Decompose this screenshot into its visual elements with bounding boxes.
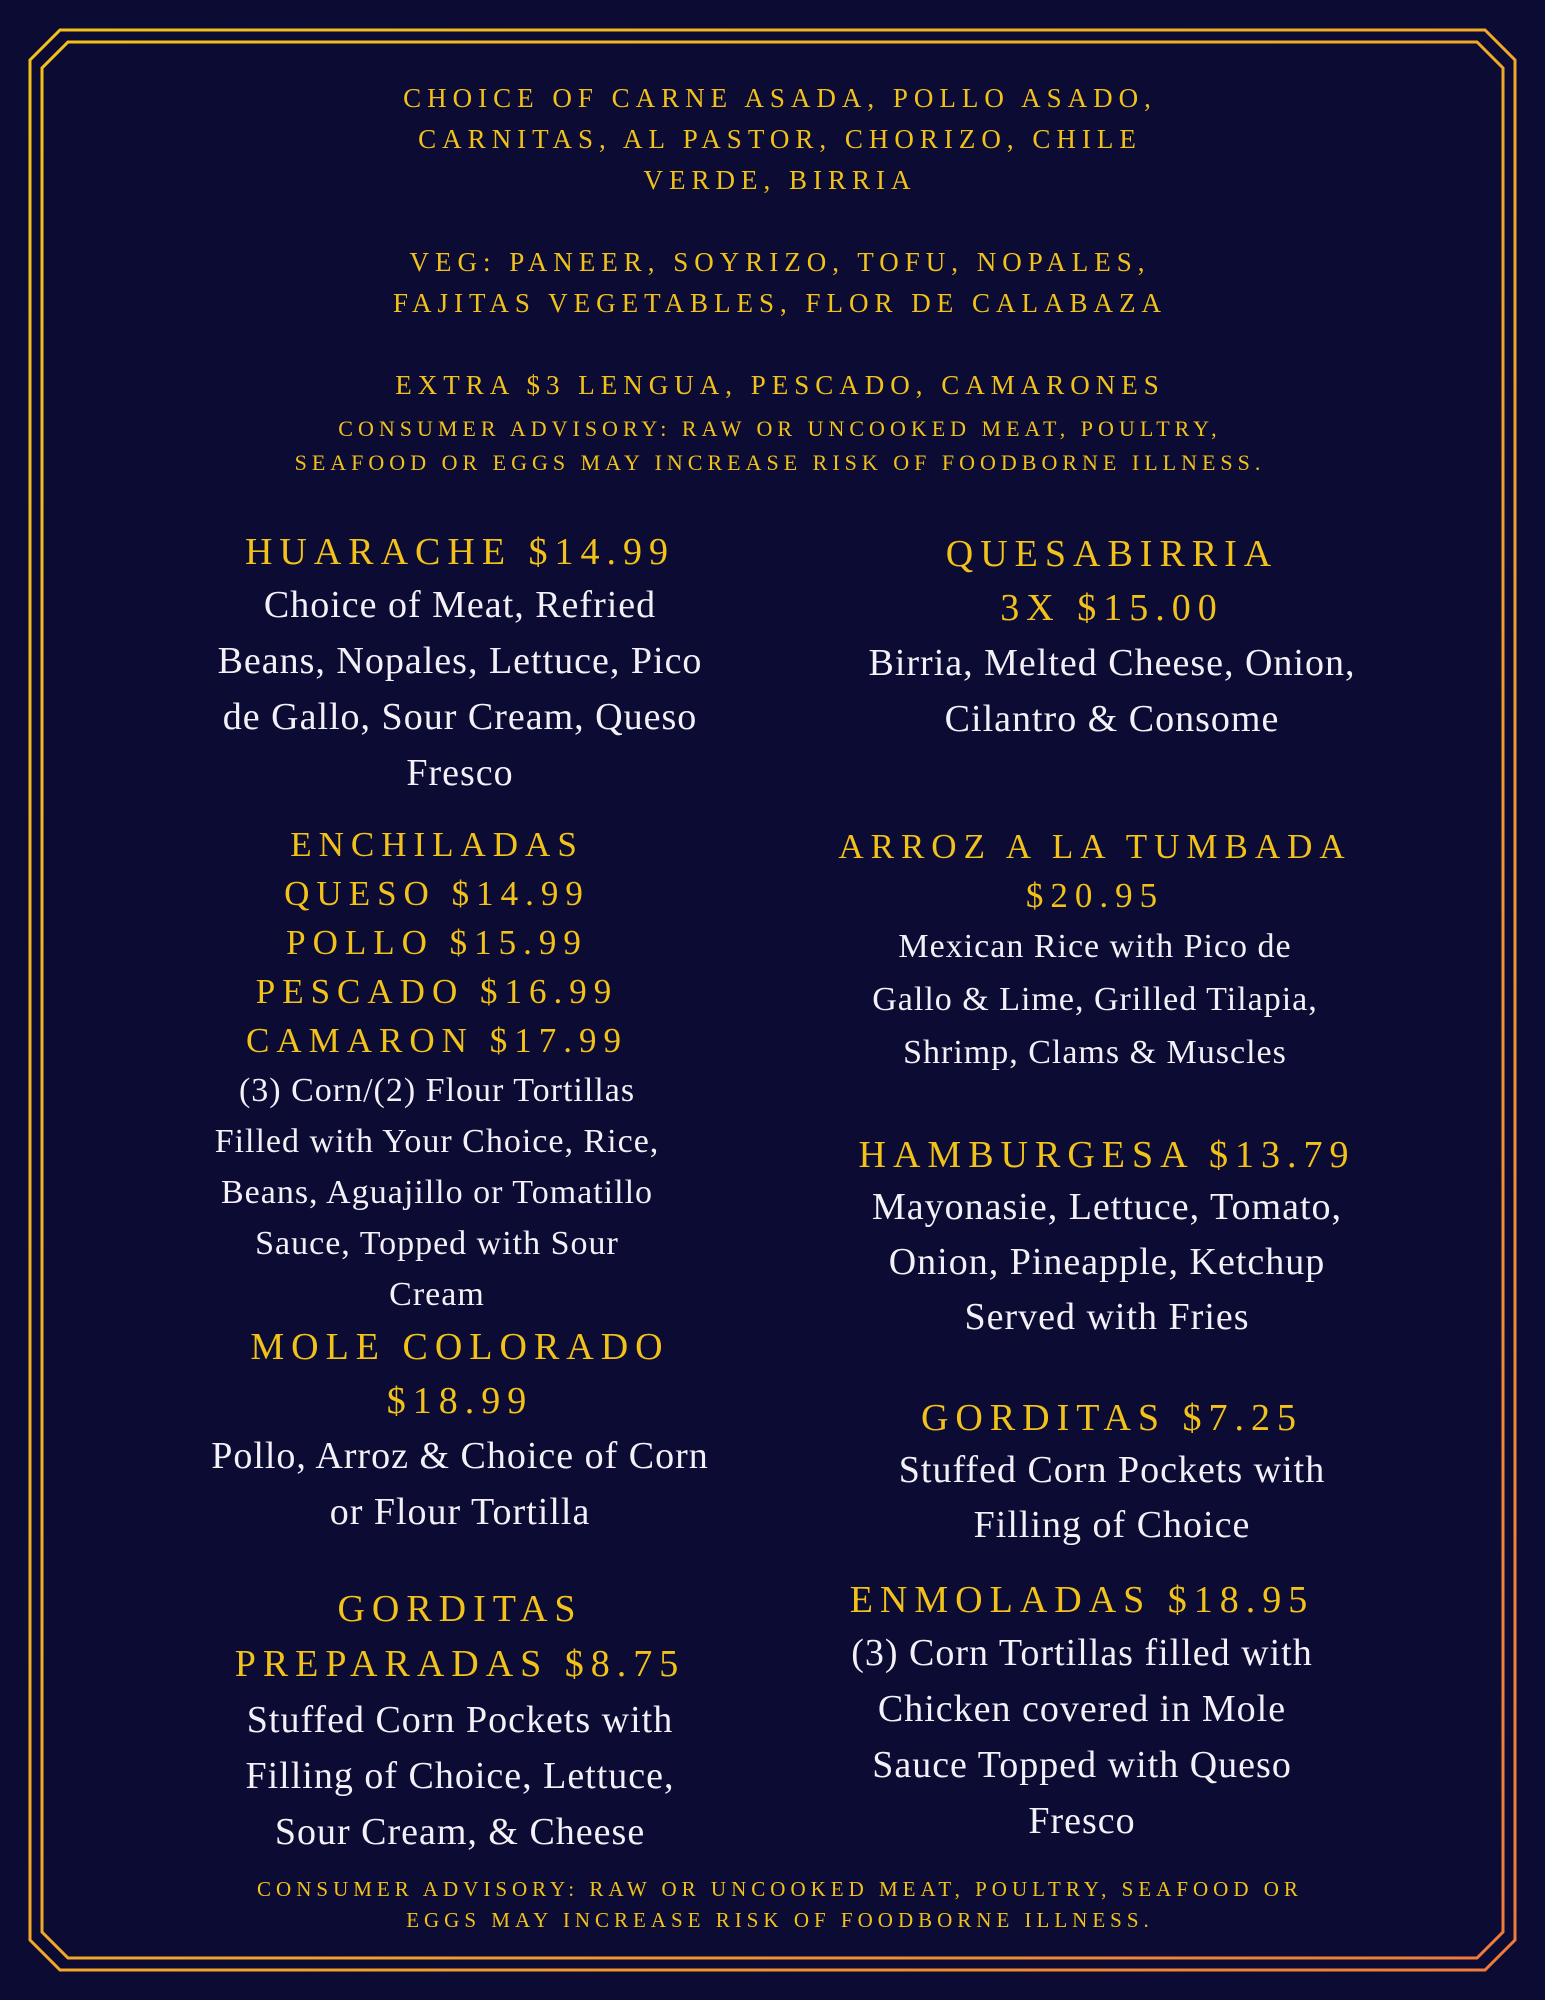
item-desc-line: Fresco — [1028, 1800, 1136, 1842]
advisory-line-2: SEAFOOD OR EGGS MAY INCREASE RISK OF FOODBORNE ILLNESS. — [294, 450, 1266, 475]
item-desc-line: Filling of Choice, Lettuce, — [245, 1755, 675, 1797]
meat-choices-line-2: CARNITAS, AL PASTOR, CHORIZO, CHILE — [418, 124, 1142, 154]
item-title: MOLE COLORADO — [250, 1326, 670, 1368]
item-desc-line: Sauce, Topped with Sour — [255, 1225, 619, 1262]
veg-choices-line-2: FAJITAS VEGETABLES, FLOR DE CALABAZA — [393, 288, 1167, 318]
item-title: ENMOLADAS $18.95 — [849, 1579, 1315, 1621]
item-desc-line: Stuffed Corn Pockets with — [246, 1699, 674, 1741]
item-desc-line: Mayonasie, Lettuce, Tomato, — [871, 1186, 1342, 1228]
item-title-line-2: PREPARADAS $8.75 — [234, 1643, 686, 1685]
item-desc-line: Pollo, Arroz & Choice of Corn — [211, 1435, 709, 1477]
item-price: $18.99 — [386, 1380, 534, 1422]
item-desc-line: Chicken covered in Mole — [877, 1688, 1287, 1730]
item-desc-line: Shrimp, Clams & Muscles — [903, 1034, 1287, 1071]
item-title: ENCHILADAS — [290, 825, 584, 864]
item-desc-line: Stuffed Corn Pockets with — [898, 1449, 1326, 1491]
item-price-camaron: CAMARON $17.99 — [246, 1021, 628, 1060]
item-title: HUARACHE $14.99 — [244, 531, 676, 573]
item-desc-line: (3) Corn Tortillas filled with — [851, 1632, 1313, 1674]
item-title: HAMBURGESA $13.79 — [858, 1134, 1356, 1176]
meat-choices-notes — [160, 78, 1400, 406]
item-price-pescado: PESCADO $16.99 — [255, 972, 619, 1011]
item-desc-line: Beans, Nopales, Lettuce, Pico — [217, 640, 703, 682]
menu-item-enmoladas — [772, 1575, 1392, 1849]
item-desc-line: Sour Cream, & Cheese — [274, 1811, 646, 1853]
menu-item-hamburgesa — [797, 1130, 1417, 1345]
item-desc-line: Onion, Pineapple, Ketchup — [888, 1241, 1326, 1283]
item-desc-line: Cream — [389, 1276, 485, 1313]
item-price: 3X $15.00 — [1000, 587, 1224, 629]
item-desc-line: Mexican Rice with Pico de — [898, 928, 1292, 965]
item-desc-line: Beans, Aguajillo or Tomatillo — [220, 1174, 654, 1211]
item-price-pollo: POLLO $15.99 — [286, 923, 588, 962]
item-desc-line: Cilantro & Consome — [944, 698, 1280, 740]
item-desc-line: Filled with Your Choice, Rice, — [214, 1123, 660, 1160]
item-desc-line: Sauce Topped with Queso — [872, 1744, 1292, 1786]
spacer — [160, 201, 1400, 242]
menu-item-mole-colorado — [150, 1320, 770, 1540]
item-desc-line: Gallo & Lime, Grilled Tilapia, — [872, 981, 1318, 1018]
bottom-consumer-advisory — [160, 1874, 1400, 1936]
menu-item-gorditas — [802, 1393, 1422, 1553]
item-desc-line: Birria, Melted Cheese, Onion, — [868, 642, 1356, 684]
item-desc-line: Choice of Meat, Refried — [263, 584, 657, 626]
item-price: $20.95 — [1025, 876, 1165, 915]
menu-item-huarache — [150, 527, 770, 801]
menu-item-enchiladas — [127, 820, 747, 1320]
meat-choices-line-1: CHOICE OF CARNE ASADA, POLLO ASADO, — [403, 83, 1157, 113]
item-desc-line: or Flour Tortilla — [329, 1491, 591, 1533]
item-title: GORDITAS $7.25 — [920, 1397, 1304, 1439]
advisory-line-1: CONSUMER ADVISORY: RAW OR UNCOOKED MEAT, POULTRY, SEAFOOD OR — [257, 1877, 1303, 1901]
menu-item-arroz-a-la-tumbada — [785, 822, 1405, 1079]
item-desc-line: Filling of Choice — [973, 1504, 1251, 1546]
item-desc-line: Fresco — [406, 752, 514, 794]
advisory-line-1: CONSUMER ADVISORY: RAW OR UNCOOKED MEAT, POULTRY, — [338, 416, 1222, 441]
item-title: ARROZ A LA TUMBADA — [838, 827, 1352, 866]
item-price-queso: QUESO $14.99 — [284, 874, 590, 913]
item-desc-line: (3) Corn/(2) Flour Tortillas — [238, 1072, 636, 1109]
item-desc-line: de Gallo, Sour Cream, Queso — [222, 696, 698, 738]
item-title: QUESABIRRIA — [945, 533, 1279, 575]
top-consumer-advisory — [160, 412, 1400, 480]
spacer — [160, 324, 1400, 365]
menu-item-gorditas-preparadas — [150, 1582, 770, 1860]
veg-choices-line-1: VEG: PANEER, SOYRIZO, TOFU, NOPALES, — [409, 247, 1151, 277]
meat-choices-line-3: VERDE, BIRRIA — [643, 165, 917, 195]
advisory-line-2: EGGS MAY INCREASE RISK OF FOODBORNE ILLNESS. — [406, 1908, 1154, 1932]
extra-proteins-line: EXTRA $3 LENGUA, PESCADO, CAMARONES — [395, 370, 1165, 400]
item-title: GORDITAS — [337, 1588, 583, 1630]
menu-item-quesabirria — [802, 527, 1422, 747]
item-desc-line: Served with Fries — [964, 1296, 1250, 1338]
